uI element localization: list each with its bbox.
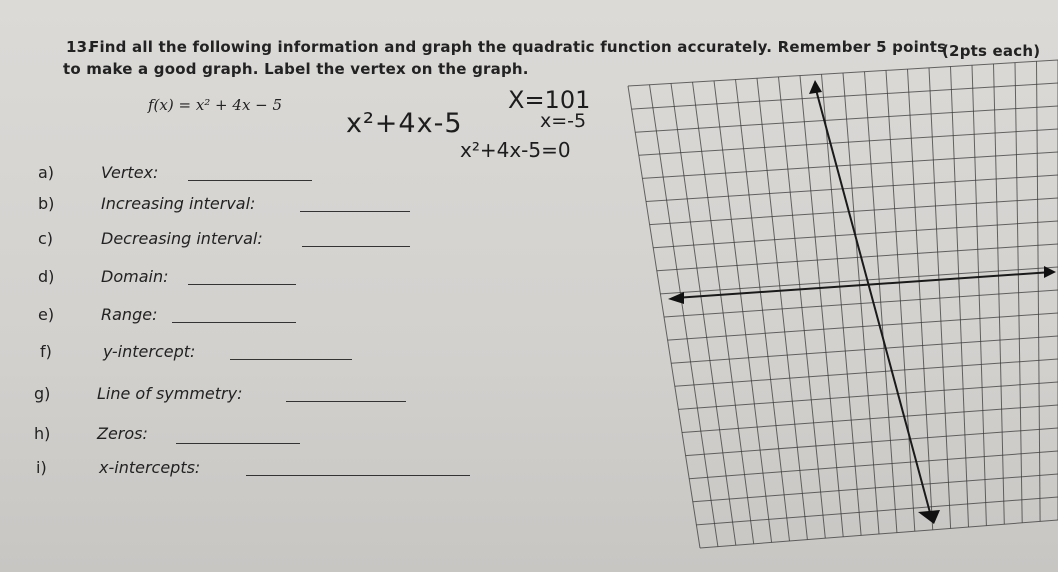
item-letter: a) <box>38 163 55 182</box>
x-axis-arrow-left-icon <box>668 292 684 304</box>
handwritten-note-2: x=-5 <box>540 110 587 132</box>
item-letter: f) <box>40 342 52 361</box>
y-axis-arrow-down-icon <box>918 510 940 524</box>
points-note: (2pts each) <box>942 42 1041 60</box>
instructions-line1: Find all the following information and graph the quadratic function accurately. Remember 5 points <box>89 38 947 56</box>
item-label: Domain: <box>101 267 169 286</box>
x-axis <box>668 266 1056 304</box>
item-label: Range: <box>101 305 158 324</box>
function-definition: f(x) = x² + 4x − 5 <box>148 96 283 114</box>
y-axis-arrow-up-icon <box>809 80 822 94</box>
item-label: Increasing interval: <box>101 194 256 213</box>
instructions-line2: to make a good graph. Label the vertex on the graph. <box>63 60 529 78</box>
item-letter: g) <box>34 384 51 403</box>
item-letter: e) <box>38 305 55 324</box>
question-number: 13. <box>66 38 94 56</box>
item-label: Vertex: <box>101 163 159 182</box>
item-letter: h) <box>34 424 51 443</box>
item-label: y-intercept: <box>103 342 196 361</box>
handwritten-expression: x²+4x-5 <box>346 108 463 139</box>
item-letter: i) <box>36 458 47 477</box>
item-label: Decreasing interval: <box>101 229 263 248</box>
handwritten-equation: x²+4x-5=0 <box>460 138 571 162</box>
item-letter: b) <box>38 194 55 213</box>
item-letter: d) <box>38 267 55 286</box>
item-label: Line of symmetry: <box>97 384 243 403</box>
item-label: x-intercepts: <box>99 458 201 477</box>
handwritten-note-1: X=101 <box>508 86 591 114</box>
item-letter: c) <box>38 229 54 248</box>
grid-lines <box>628 60 1058 548</box>
grid-line-horizontal <box>700 520 1058 548</box>
item-label: Zeros: <box>97 424 148 443</box>
